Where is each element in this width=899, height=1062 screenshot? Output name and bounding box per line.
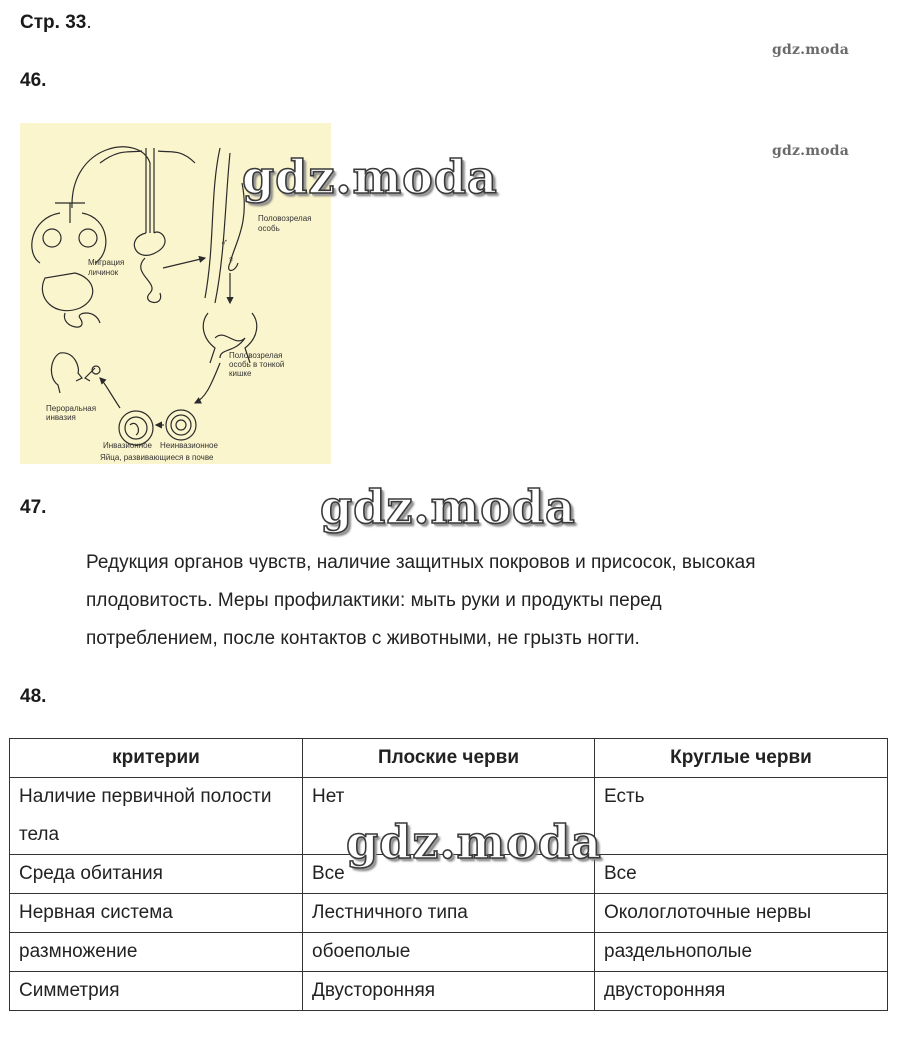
stomach — [134, 232, 165, 255]
table-row — [10, 972, 888, 1011]
migration-path — [72, 147, 150, 233]
page-reference-dot: . — [86, 12, 92, 33]
task-47-answer — [86, 544, 876, 658]
cell-flatworms: Нет — [303, 778, 595, 855]
cell-flatworms: обоеполые — [303, 933, 595, 972]
table-row — [10, 778, 888, 855]
human-head — [51, 353, 82, 393]
table-row — [10, 894, 888, 933]
worms-comparison-table — [9, 738, 888, 1011]
label-eggs-soil: Яйца, развивающиеся в почве — [100, 453, 214, 462]
watermark-small-2: gdz.moda — [772, 143, 850, 159]
lungs-right — [82, 213, 106, 263]
answer-line-1: Редукция органов чувств, наличие защитных покровов и присосок, высокая — [86, 552, 756, 573]
label-intestine-2: особь в тонкой — [229, 360, 285, 369]
cell-roundworms: Есть — [595, 778, 888, 855]
worm-female — [205, 148, 230, 303]
header-roundworms: Круглые черви — [595, 739, 888, 778]
answer-line-2: плодовитость. Меры профилактики: мыть руки и продукты перед — [86, 590, 662, 611]
lung-lobe-2 — [79, 229, 97, 247]
arrow-to-mature — [163, 258, 205, 268]
cell-criterion: Нервная система — [10, 894, 303, 933]
header-flatworms: Плоские черви — [303, 739, 595, 778]
liver — [42, 273, 92, 311]
label-noninvasive: Неинвазионное — [160, 441, 218, 450]
label-invasive: Инвазионное — [103, 441, 153, 450]
egg-noninvasive-inner — [171, 415, 191, 435]
label-migration-1: Миграция — [88, 258, 125, 267]
task-47-number: 47. — [20, 497, 47, 518]
egg-invasive-outer — [119, 411, 153, 445]
label-intestine-1: Половозрелая — [229, 351, 283, 360]
label-migration-2: личинок — [88, 268, 119, 277]
duodenum — [141, 258, 161, 302]
watermark-large-3: gdz.moda — [346, 815, 602, 869]
lifecycle-drawing — [20, 123, 331, 464]
page-reference-text: Стр. 33 — [20, 12, 87, 33]
cell-roundworms: двусторонняя — [595, 972, 888, 1011]
label-mature-2: особь — [258, 224, 280, 233]
cell-flatworms: Двусторонняя — [303, 972, 595, 1011]
ascaris-lifecycle-diagram — [20, 123, 331, 464]
cell-criterion: Симметрия — [10, 972, 303, 1011]
cell-criterion: Наличие первичной полости тела — [10, 778, 303, 855]
egg-noninvasive-core — [176, 420, 186, 430]
hand — [85, 368, 95, 381]
lungs-left — [32, 213, 60, 263]
egg-invasive-inner — [125, 417, 147, 439]
cell-roundworms: Окологлоточные нервы — [595, 894, 888, 933]
label-mature-1: Половозрелая — [258, 214, 312, 223]
egg-larva — [130, 423, 138, 435]
cell-roundworms: Все — [595, 855, 888, 894]
arrow-to-eggs — [195, 363, 220, 403]
watermark-large-2: gdz.moda — [320, 480, 576, 534]
label-intestine-3: кишке — [229, 369, 252, 378]
label-oral-2: инвазия — [46, 413, 76, 422]
page-reference — [20, 12, 92, 34]
cell-criterion: Среда обитания — [10, 855, 303, 894]
lung-lobe-1 — [43, 229, 61, 247]
task-46-number: 46. — [20, 70, 47, 91]
answer-line-3: потреблением, после контактов с животными, не грызть ногти. — [86, 628, 640, 649]
table-row — [10, 855, 888, 894]
intestine-small — [64, 313, 100, 327]
arrow-to-mouth — [100, 378, 120, 408]
female-symbol: ♀ — [227, 254, 236, 266]
cell-roundworms: раздельнополые — [595, 933, 888, 972]
label-oral-1: Пероральная — [46, 404, 97, 413]
cell-flatworms: Лестничного типа — [303, 894, 595, 933]
watermark-large-1: gdz.moda — [242, 150, 498, 204]
header-criteria: критерии — [10, 739, 303, 778]
cell-criterion: размножение — [10, 933, 303, 972]
male-symbol: ♂ — [220, 237, 229, 249]
task-48-number: 48. — [20, 686, 47, 707]
cell-flatworms: Все — [303, 855, 595, 894]
table-header-row — [10, 739, 888, 778]
watermark-small-1: gdz.moda — [772, 42, 850, 58]
table-row — [10, 933, 888, 972]
